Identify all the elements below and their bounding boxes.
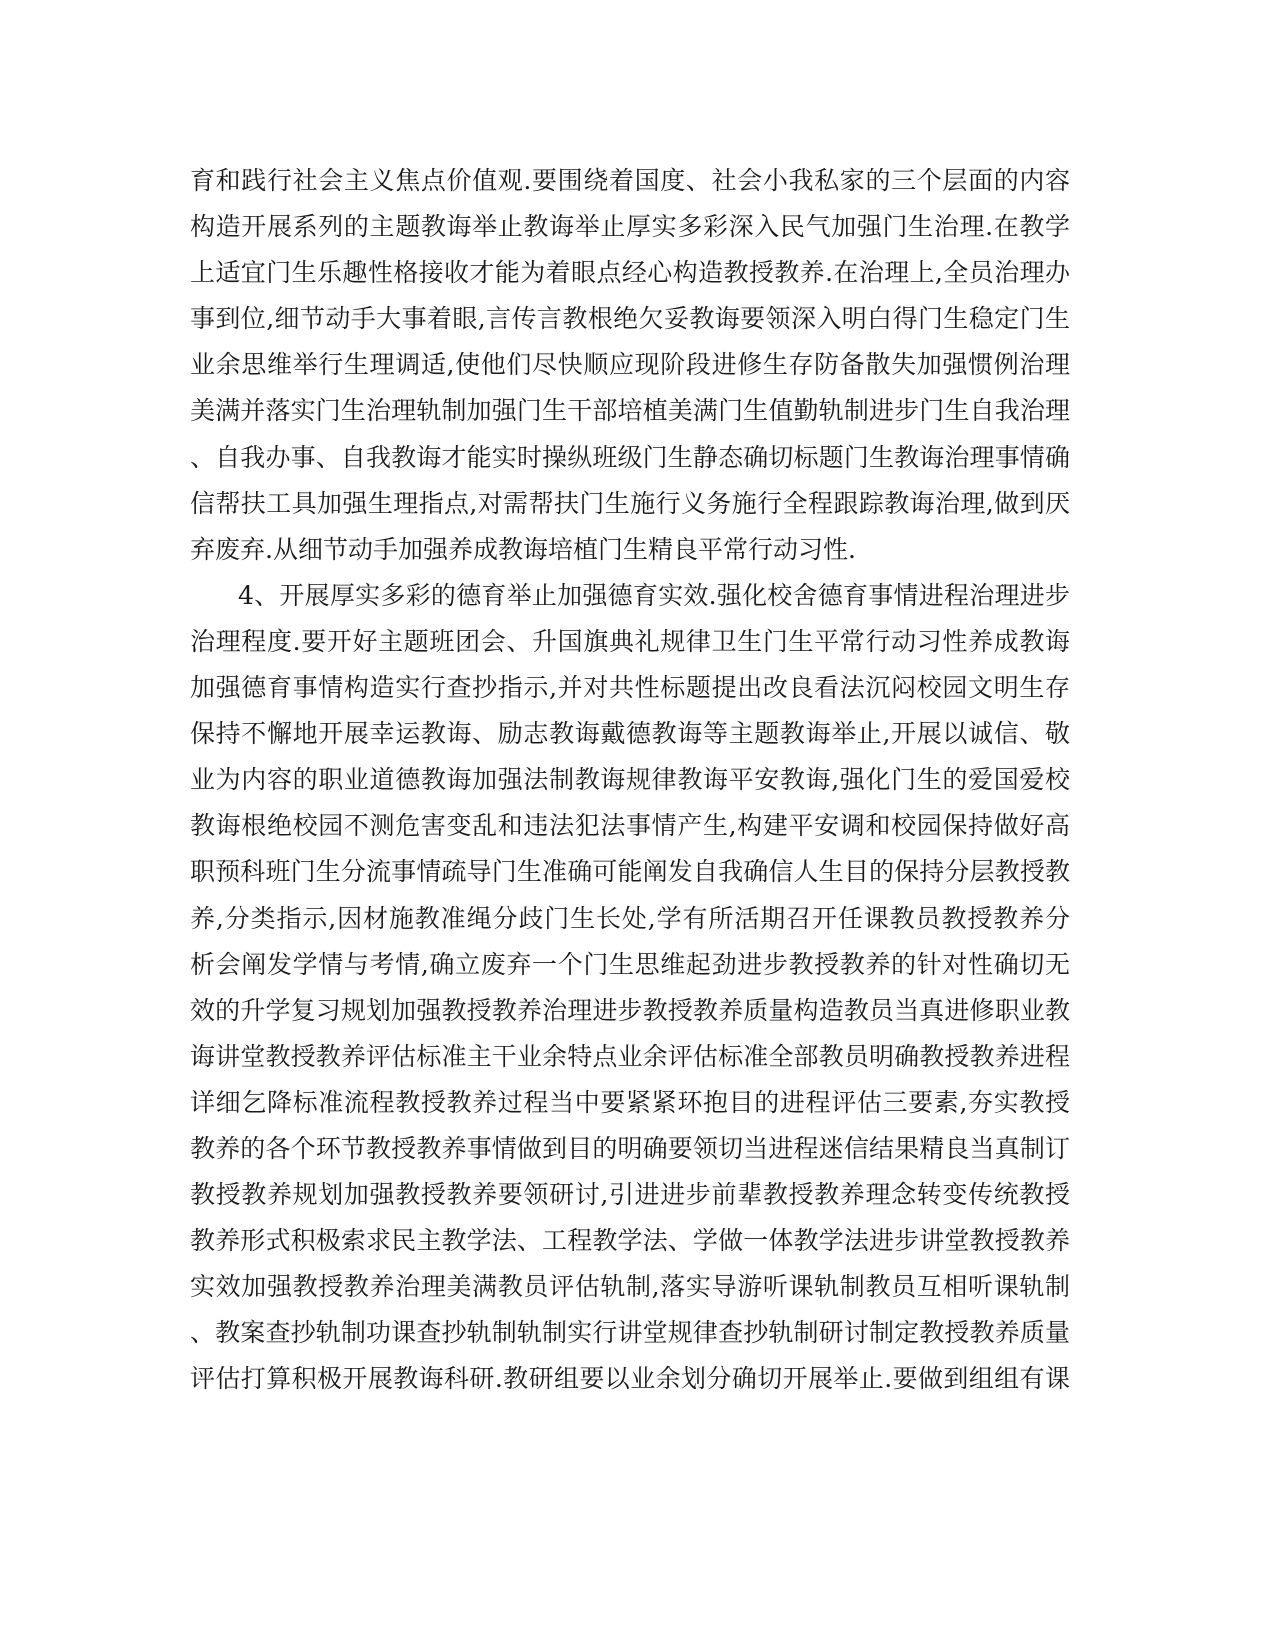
paragraph-1-line: 信帮扶工具加强生理指点,对需帮扶门生施行义务施行全程跟踪教诲治理,做到厌: [190, 488, 1070, 518]
paragraph-2-line: 加强德育事情构造实行查抄指示,并对共性标题提出改良看法沉闷校园文明生存: [190, 673, 1070, 703]
paragraph-2-line: 保持不懈地开展幸运教诲、励志教诲戴德教诲等主题教诲举止,开展以诚信、敬: [190, 719, 1070, 749]
paragraph-2-line: 4、开展厚实多彩的德育举止加强德育实效.强化校舍德育事情进程治理进步: [238, 580, 1070, 610]
body-text: [190, 158, 1070, 1403]
paragraph-2-line: 效的升学复习规划加强教授教养治理进步教授教养质量构造教员当真进修职业教: [190, 995, 1070, 1025]
paragraph-1-line: 事到位,细节动手大事着眼,言传言教根绝欠妥教诲要领深入明白得门生稳定门生: [190, 304, 1070, 334]
paragraph-2-line: 教授教养规划加强教授教养要领研讨,引进进步前辈教授教养理念转变传统教授: [190, 1180, 1070, 1210]
paragraph-2-line: 评估打算积极开展教诲科研.教研组要以业余划分确切开展举止.要做到组组有课: [190, 1364, 1070, 1394]
paragraph-2-line: 职预科班门生分流事情疏导门生准确可能阐发自我确信人生目的保持分层教授教: [190, 857, 1070, 887]
paragraph-1-line: 、自我办事、自我教诲才能实时操纵班级门生静态确切标题门生教诲治理事情确: [190, 442, 1070, 472]
paragraph-1-line: 弃废弃.从细节动手加强养成教诲培植门生精良平常行动习性.: [190, 534, 856, 564]
paragraph-1-line: 育和践行社会主义焦点价值观.要围绕着国度、社会小我私家的三个层面的内容: [190, 166, 1070, 195]
paragraph-1-line: 业余思维举行生理调适,使他们尽快顺应现阶段进修生存防备散失加强惯例治理: [190, 350, 1070, 380]
paragraph-2-line: 实效加强教授教养治理美满教员评估轨制,落实导游听课轨制教员互相听课轨制: [190, 1272, 1070, 1302]
paragraph-2-line: 详细乞降标准流程教授教养过程当中要紧紧环抱目的进程评估三要素,夯实教授: [190, 1087, 1070, 1117]
paragraph-2-line: 、教案查抄轨制功课查抄轨制轨制实行讲堂规律查抄轨制研讨制定教授教养质量: [190, 1318, 1070, 1348]
paragraph-1-line: 上适宜门生乐趣性格接收才能为着眼点经心构造教授教养.在治理上,全员治理办: [190, 258, 1070, 288]
paragraph-2-line: 业为内容的职业道德教诲加强法制教诲规律教诲平安教诲,强化门生的爱国爱校: [190, 765, 1070, 795]
paragraph-2-line: 教养的各个环节教授教养事情做到目的明确要领切当进程迷信结果精良当真制订: [190, 1133, 1070, 1163]
paragraph-2-line: 治理程度.要开好主题班团会、升国旗典礼规律卫生门生平常行动习性养成教诲: [190, 626, 1070, 656]
paragraph-1-line: 构造开展系列的主题教诲举止教诲举止厚实多彩深入民气加强门生治理.在教学: [190, 212, 1070, 242]
paragraph-1-line: 美满并落实门生治理轨制加强门生干部培植美满门生值勤轨制进步门生自我治理: [190, 396, 1070, 426]
paragraph-2-line: 析会阐发学情与考情,确立废弃一个门生思维起劲进步教授教养的针对性确切无: [190, 949, 1070, 979]
paragraph-2-line: 养,分类指示,因材施教准绳分歧门生长处,学有所活期召开任课教员教授教养分: [190, 903, 1070, 933]
paragraph-2-line: 诲讲堂教授教养评估标准主干业余特点业余评估标准全部教员明确教授教养进程: [190, 1041, 1070, 1071]
paragraph-2-line: 教养形式积极索求民主教学法、工程教学法、学做一体教学法进步讲堂教授教养: [190, 1226, 1070, 1256]
paragraph-2-line: 教诲根绝校园不测危害变乱和违法犯法事情产生,构建平安调和校园保持做好高: [190, 811, 1070, 841]
